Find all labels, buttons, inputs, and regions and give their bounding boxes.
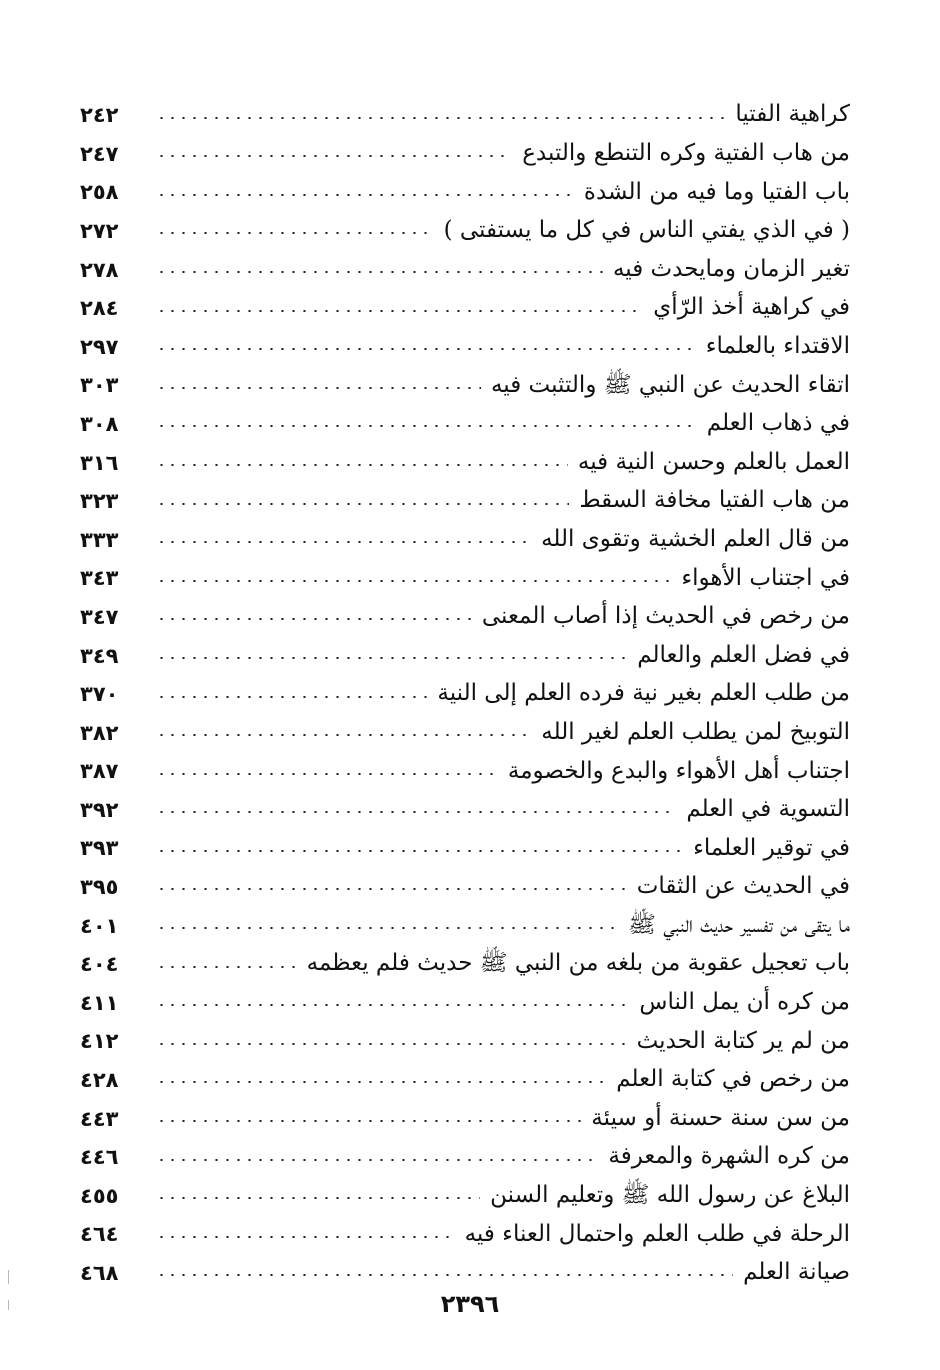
- dot-leader: [156, 1274, 733, 1276]
- toc-entry-title: اتقاء الحديث عن النبي ﷺ والتثبت فيه: [490, 371, 850, 398]
- toc-entry-page: ٢٨٤: [80, 296, 119, 321]
- dot-leader: [156, 657, 627, 659]
- toc-entry-page: ٣٠٣: [80, 373, 119, 398]
- toc-entry: [80, 902, 850, 941]
- dot-leader: [156, 271, 603, 273]
- dot-leader: [156, 503, 569, 505]
- toc-entry-title: باب الفتيا وما فيه من الشدة: [583, 178, 850, 205]
- toc-entry-page: ٤٠٤: [80, 952, 119, 977]
- toc-entry: [80, 1095, 850, 1134]
- dot-leader: [156, 580, 671, 582]
- dot-leader: [156, 927, 618, 929]
- toc-entry-page: ٣٧٠: [80, 682, 119, 707]
- toc-entry-title: اجتناب أهل الأهواء والبدع والخصومة: [507, 757, 850, 784]
- toc-entry-title: في الحديث عن الثقات: [636, 873, 850, 900]
- toc-entry: [80, 825, 850, 864]
- dot-leader: [156, 811, 676, 813]
- toc-entry-page: ٤٤٣: [80, 1106, 119, 1131]
- toc-entry-page: ٢٧٢: [80, 218, 119, 243]
- toc-entry-page: ٣٣٣: [80, 527, 119, 552]
- toc-entry-title: من هاب الفتية وكره التنطع والتبدع: [522, 140, 850, 166]
- toc-entry-title: من هاب الفتيا مخافة السقط: [579, 487, 850, 514]
- dot-leader: [156, 194, 574, 196]
- dot-leader: [156, 155, 512, 157]
- toc-entry-page: ٤٤٦: [80, 1145, 119, 1170]
- toc-entry: [80, 1134, 850, 1173]
- toc-entry: [80, 131, 850, 170]
- dot-leader: [156, 387, 481, 389]
- dot-leader: [156, 348, 696, 350]
- toc-entry: [80, 285, 850, 324]
- dot-leader: [156, 1236, 455, 1238]
- toc-entry: [80, 748, 850, 787]
- scan-artifact-line: [8, 1270, 9, 1284]
- toc-entry-title: التوبيخ لمن يطلب العلم لغير الله: [541, 718, 850, 745]
- toc-entry-title: في توقير العلماء: [693, 834, 850, 861]
- toc-entry: [80, 787, 850, 826]
- dot-leader: [156, 464, 568, 466]
- toc-entry-title: في اجتناب الأهواء: [681, 564, 850, 591]
- dot-leader: [156, 1120, 581, 1122]
- toc-entry-page: ٢٥٨: [80, 180, 119, 205]
- toc-entry-title: تغير الزمان ومايحدث فيه: [612, 255, 850, 282]
- table-of-contents: [80, 92, 850, 1288]
- toc-entry-page: ٢٩٧: [80, 334, 119, 359]
- dot-leader: [156, 310, 643, 312]
- toc-entry: [80, 1173, 850, 1212]
- toc-entry: [80, 92, 850, 131]
- toc-entry: [80, 401, 850, 440]
- toc-entry-title: العمل بالعلم وحسن النية فيه: [577, 448, 850, 475]
- dot-leader: [156, 966, 297, 968]
- toc-entry: [80, 941, 850, 980]
- toc-entry-title: الاقتداء بالعلماء: [705, 332, 850, 359]
- toc-entry-page: ٣١٦: [80, 450, 119, 475]
- toc-entry: [80, 1057, 850, 1096]
- toc-entry-title: من كره الشهرة والمعرفة: [608, 1143, 850, 1170]
- toc-entry-title: الرحلة في طلب العلم واحتمال العناء فيه: [464, 1220, 850, 1247]
- dot-leader: [156, 541, 531, 543]
- toc-entry: [80, 632, 850, 671]
- dot-leader: [156, 1159, 598, 1161]
- dot-leader: [156, 734, 531, 736]
- toc-entry-title: من سن سنة حسنة أو سيئة: [591, 1104, 850, 1131]
- toc-entry: [80, 362, 850, 401]
- toc-entry: [80, 1018, 850, 1057]
- toc-entry: [80, 169, 850, 208]
- dot-leader: [156, 888, 627, 890]
- toc-entry-page: ٤١١: [80, 990, 119, 1015]
- toc-entry-title: البلاغ عن رسول الله ﷺ وتعليم السنن: [490, 1182, 850, 1209]
- toc-entry-page: ٣٤٩: [80, 643, 119, 668]
- dot-leader: [156, 1004, 629, 1006]
- toc-entry-title: ( في الذي يفتي الناس في كل ما يستفتى ): [443, 217, 850, 244]
- toc-entry-page: ٣٩٣: [80, 836, 119, 861]
- toc-entry-title: من قال العلم الخشية وتقوى الله: [541, 525, 850, 552]
- toc-entry: [80, 864, 850, 903]
- toc-entry: [80, 208, 850, 247]
- scan-artifact-line: [8, 1300, 9, 1310]
- toc-entry-page: ٣٢٣: [80, 489, 119, 514]
- toc-entry-title: من لم ير كتابة الحديث: [636, 1027, 850, 1054]
- toc-entry-page: ٢٤٧: [80, 141, 119, 166]
- dot-leader: [156, 850, 683, 852]
- toc-entry: [80, 517, 850, 556]
- toc-entry: [80, 671, 850, 710]
- toc-entry-page: ٤٢٨: [80, 1068, 119, 1093]
- dot-leader: [156, 618, 472, 620]
- toc-entry-title: من رخص في الحديث إذا أصاب المعنى: [481, 603, 850, 630]
- dot-leader: [156, 696, 427, 698]
- toc-entry-page: ٣٠٨: [80, 411, 119, 436]
- toc-entry-title: ما يتقى من تفسير حديث النبي ﷺ: [628, 911, 850, 938]
- toc-entry-page: ٣٩٢: [80, 797, 119, 822]
- dot-leader: [156, 1081, 606, 1083]
- toc-entry: [80, 1211, 850, 1250]
- dot-leader: [156, 232, 434, 234]
- toc-entry-title: التسوية في العلم: [686, 796, 850, 823]
- toc-entry-title: في ذهاب العلم: [706, 410, 850, 437]
- toc-entry: [80, 710, 850, 749]
- toc-entry-page: ٣٤٣: [80, 566, 119, 591]
- toc-entry: [80, 478, 850, 517]
- toc-entry-page: ٣٩٥: [80, 875, 119, 900]
- toc-entry-page: ٢٤٢: [80, 103, 119, 128]
- toc-entry: [80, 555, 850, 594]
- dot-leader: [156, 773, 498, 775]
- toc-entry-page: ٤٦٨: [80, 1261, 119, 1286]
- toc-entry-page: ٢٧٨: [80, 257, 119, 282]
- toc-entry: [80, 1250, 850, 1289]
- dot-leader: [156, 1197, 480, 1199]
- toc-entry-title: كراهية الفتيا: [735, 101, 850, 128]
- toc-entry-title: في كراهية أخذ الرّأي: [653, 294, 850, 321]
- toc-entry-page: ٣٤٧: [80, 604, 119, 629]
- dot-leader: [156, 425, 697, 427]
- toc-entry-title: من رخص في كتابة العلم: [616, 1066, 850, 1093]
- toc-entry-title: صيانة العلم: [743, 1259, 850, 1286]
- toc-entry: [80, 980, 850, 1019]
- toc-entry-page: ٤١٢: [80, 1029, 119, 1054]
- toc-entry-page: ٣٨٧: [80, 759, 119, 784]
- toc-entry: [80, 439, 850, 478]
- toc-entry: [80, 594, 850, 633]
- toc-entry-page: ٤٥٥: [80, 1183, 119, 1208]
- toc-entry-title: من كره أن يمل الناس: [639, 989, 850, 1016]
- toc-entry-page: ٣٨٢: [80, 720, 119, 745]
- toc-entry: [80, 324, 850, 363]
- toc-entry-title: في فضل العلم والعالم: [637, 641, 850, 668]
- page-number: ٢٣٩٦: [440, 1290, 500, 1318]
- toc-entry-page: ٤٦٤: [80, 1222, 119, 1247]
- toc-entry-title: من طلب العلم بغير نية فرده العلم إلى النية: [437, 680, 850, 707]
- dot-leader: [156, 1043, 627, 1045]
- toc-entry-title: باب تعجيل عقوبة من بلغه من النبي ﷺ حديث فلم يعظمه: [306, 950, 850, 977]
- toc-entry-page: ٤٠١: [80, 913, 119, 938]
- dot-leader: [156, 117, 725, 119]
- toc-entry: [80, 246, 850, 285]
